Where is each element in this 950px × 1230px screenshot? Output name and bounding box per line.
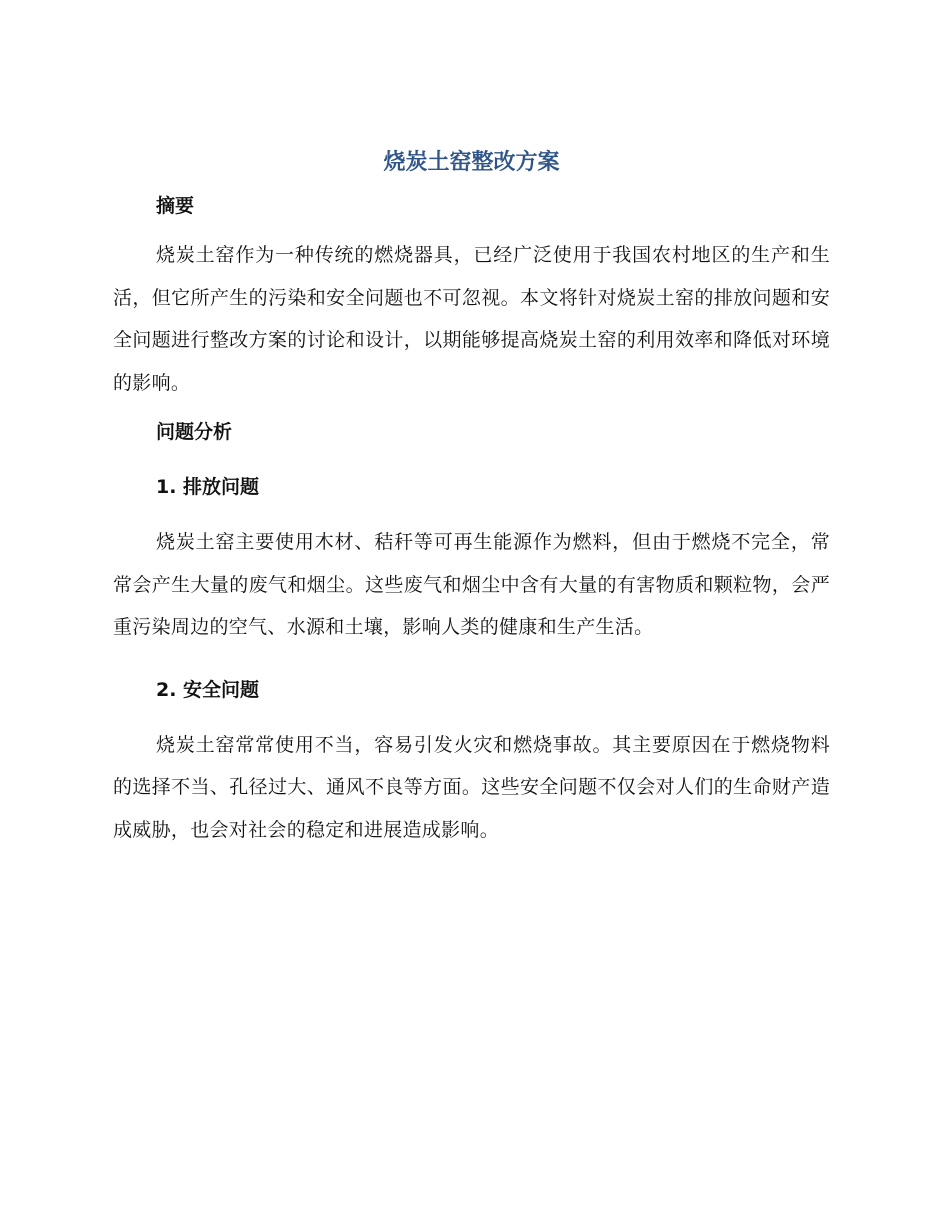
emission-paragraph: 烧炭土窑主要使用木材、秸秆等可再生能源作为燃料，但由于燃烧不完全，常常会产生大量的废气和烟尘。这些废气和烟尘中含有大量的有害物质和颗粒物，会严重污染周边的空气、水源和土壤，影响人类的健康和生产生活。 (113, 531, 830, 638)
document-title: 烧炭土窑整改方案 (383, 150, 560, 175)
analysis-heading: 问题分析 (156, 421, 233, 443)
safety-heading: 2. 安全问题 (156, 678, 260, 701)
emission-heading: 1. 排放问题 (156, 476, 260, 498)
abstract-heading: 摘要 (156, 195, 195, 217)
safety-paragraph: 烧炭土窑常常使用不当，容易引发火灾和燃烧事故。其主要原因在于燃烧物料的选择不当、孔径过大、通风不良等方面。这些安全问题不仅会对人们的生命财产造成威胁，也会对社会的稳定和进展造成影响。 (113, 733, 830, 841)
abstract-paragraph: 烧炭土窑作为一种传统的燃烧器具，已经广泛使用于我国农村地区的生产和生活，但它所产生的污染和安全问题也不可忽视。本文将针对烧炭土窑的排放问题和安全问题进行整改方案的讨论和设计，以期能够提高烧炭土窑的利用效率和降低对环境的影响。 (113, 244, 830, 394)
